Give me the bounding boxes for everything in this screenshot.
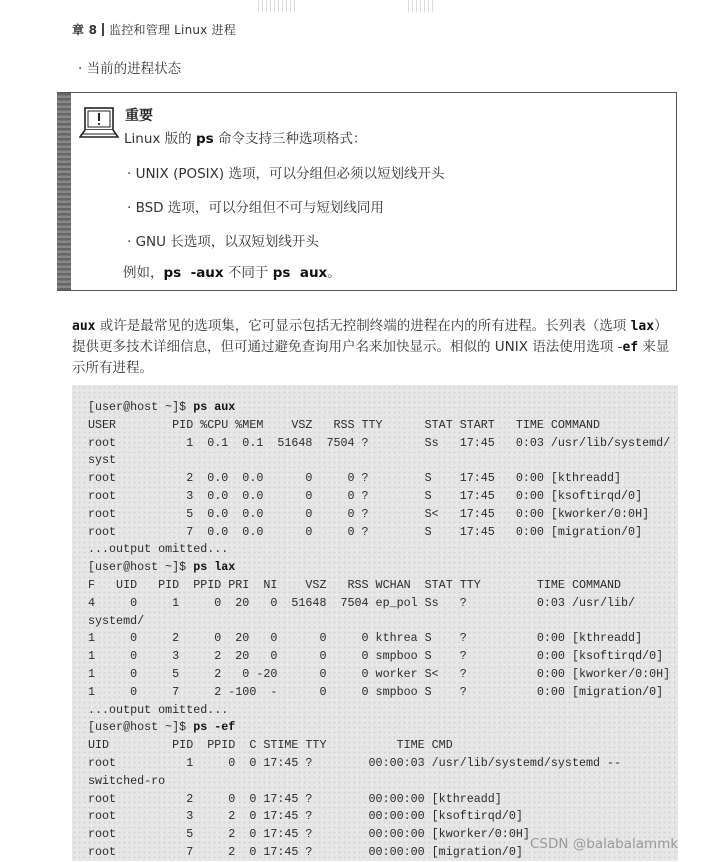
output-line: root 7 0.0 0.0 0 0 ? S 17:45 0:00 [migration/0] — [88, 524, 643, 539]
note-bullet-unix: · UNIX (POSIX) 选项，可以分组但必须以短划线开头 — [127, 166, 445, 182]
para-text-3: 来显示所有进程。 — [72, 339, 670, 376]
prompt: [user@host ~]$ — [88, 560, 194, 575]
command-ps-ef: ps -ef — [193, 720, 236, 735]
command-ps-aux: ps aux — [193, 400, 236, 414]
important-note-box — [57, 92, 677, 291]
note-bullet-gnu: · GNU 长选项，以双短划线开头 — [127, 234, 319, 250]
output-line: USER PID %CPU %MEM VSZ RSS TTY STAT START TIME COMMAND — [88, 417, 600, 432]
cmd-lax: lax — [630, 319, 655, 334]
prompt: [user@host ~]$ — [88, 720, 194, 735]
note-example — [123, 261, 341, 281]
output-line: switched-ro — [88, 773, 166, 788]
output-line: root 3 2 0 17:45 ? 00:00:00 [ksoftirqd/0] — [88, 809, 523, 824]
intro-suffix: 命令支持三种选项格式： — [213, 131, 367, 147]
output-line: root 1 0.1 0.1 51648 7504 ? Ss 17:45 0:03 /usr/lib/systemd/ — [88, 435, 671, 450]
note-bullet-bsd: · BSD 选项，可以分组但不可与短划线同用 — [127, 200, 384, 216]
command-ps-lax: ps lax — [193, 560, 236, 575]
output-line: 1 0 2 0 20 0 0 0 kthrea S ? 0:00 [kthreadd] — [88, 631, 643, 646]
note-stripe — [57, 93, 71, 290]
output-line: 1 0 7 2 -100 - 0 0 smpboo S ? 0:00 [migration/0] — [88, 684, 664, 699]
note-intro — [124, 127, 366, 147]
intro-cmd: ps — [195, 131, 214, 147]
page-header — [72, 21, 236, 38]
watermark: CSDN @balabalammk — [530, 836, 679, 852]
example-cmd1: ps -aux — [163, 265, 224, 281]
output-line: root 2 0.0 0.0 0 0 ? S 17:45 0:00 [kthreadd] — [88, 471, 622, 486]
cmd-ef: ef — [622, 340, 639, 355]
output-line: ...output omitted... — [88, 702, 229, 717]
output-line: root 1 0 0 17:45 ? 00:00:03 /usr/lib/systemd/systemd -- — [88, 755, 622, 770]
output-line: UID PID PPID C STIME TTY TIME CMD — [88, 738, 453, 753]
body-paragraph — [72, 316, 678, 378]
output-line: 1 0 3 2 20 0 0 0 smpboo S ? 0:00 [ksoftirqd/0] — [88, 649, 664, 664]
para-text-1: 或许是最常见的选项集，它可显示包括无控制终端的进程在内的所有进程。长列表（选项 — [95, 318, 631, 334]
scan-noise — [258, 0, 298, 12]
laptop-warning-icon — [79, 106, 119, 140]
header-divider — [102, 23, 104, 36]
output-line: systemd/ — [88, 613, 145, 628]
output-line: F UID PID PPID PRI NI VSZ RSS WCHAN STAT TTY TIME COMMAND — [88, 577, 622, 592]
note-title: 重要 — [125, 108, 153, 124]
output-line: 1 0 5 2 0 -20 0 0 worker S< ? 0:00 [kworker/0:0H] — [88, 666, 671, 681]
output-line: root 2 0 0 17:45 ? 00:00:00 [kthreadd] — [88, 791, 502, 806]
example-cmd2: ps aux — [272, 265, 328, 281]
output-line: 4 0 1 0 20 0 51648 7504 ep_pol Ss ? 0:03 /usr/lib/ — [88, 595, 636, 610]
intro-prefix: Linux 版的 — [124, 131, 196, 147]
terminal-output-box — [72, 385, 678, 861]
prompt: [user@host ~]$ — [88, 400, 194, 414]
example-suffix: 。 — [327, 265, 341, 281]
output-line: root 5 2 0 17:45 ? 00:00:00 [kworker/0:0H] — [88, 827, 530, 842]
output-line: root 5 0.0 0.0 0 0 ? S< 17:45 0:00 [kworker/0:0H] — [88, 506, 650, 521]
para-text-2: ）提供更多技术详细信息，但可通过避免查询用户名来加快显示。相似的 UNIX 语法使用选项 - — [72, 318, 668, 355]
scan-noise — [408, 0, 436, 12]
terminal-output — [88, 399, 670, 862]
bullet-current-state: · 当前的进程状态 — [78, 61, 182, 77]
example-mid: 不同于 — [223, 265, 273, 281]
output-line: root 7 2 0 17:45 ? 00:00:00 [migration/0] — [88, 844, 523, 859]
chapter-label: 章 8 — [72, 23, 98, 37]
cmd-aux: aux — [72, 319, 96, 334]
output-line: ...output omitted... — [88, 542, 229, 557]
example-prefix: 例如， — [123, 265, 164, 281]
output-line: syst — [88, 453, 117, 468]
chapter-title: 监控和管理 Linux 进程 — [109, 23, 236, 37]
output-line: root 3 0.0 0.0 0 0 ? S 17:45 0:00 [ksoftirqd/0] — [88, 488, 643, 503]
